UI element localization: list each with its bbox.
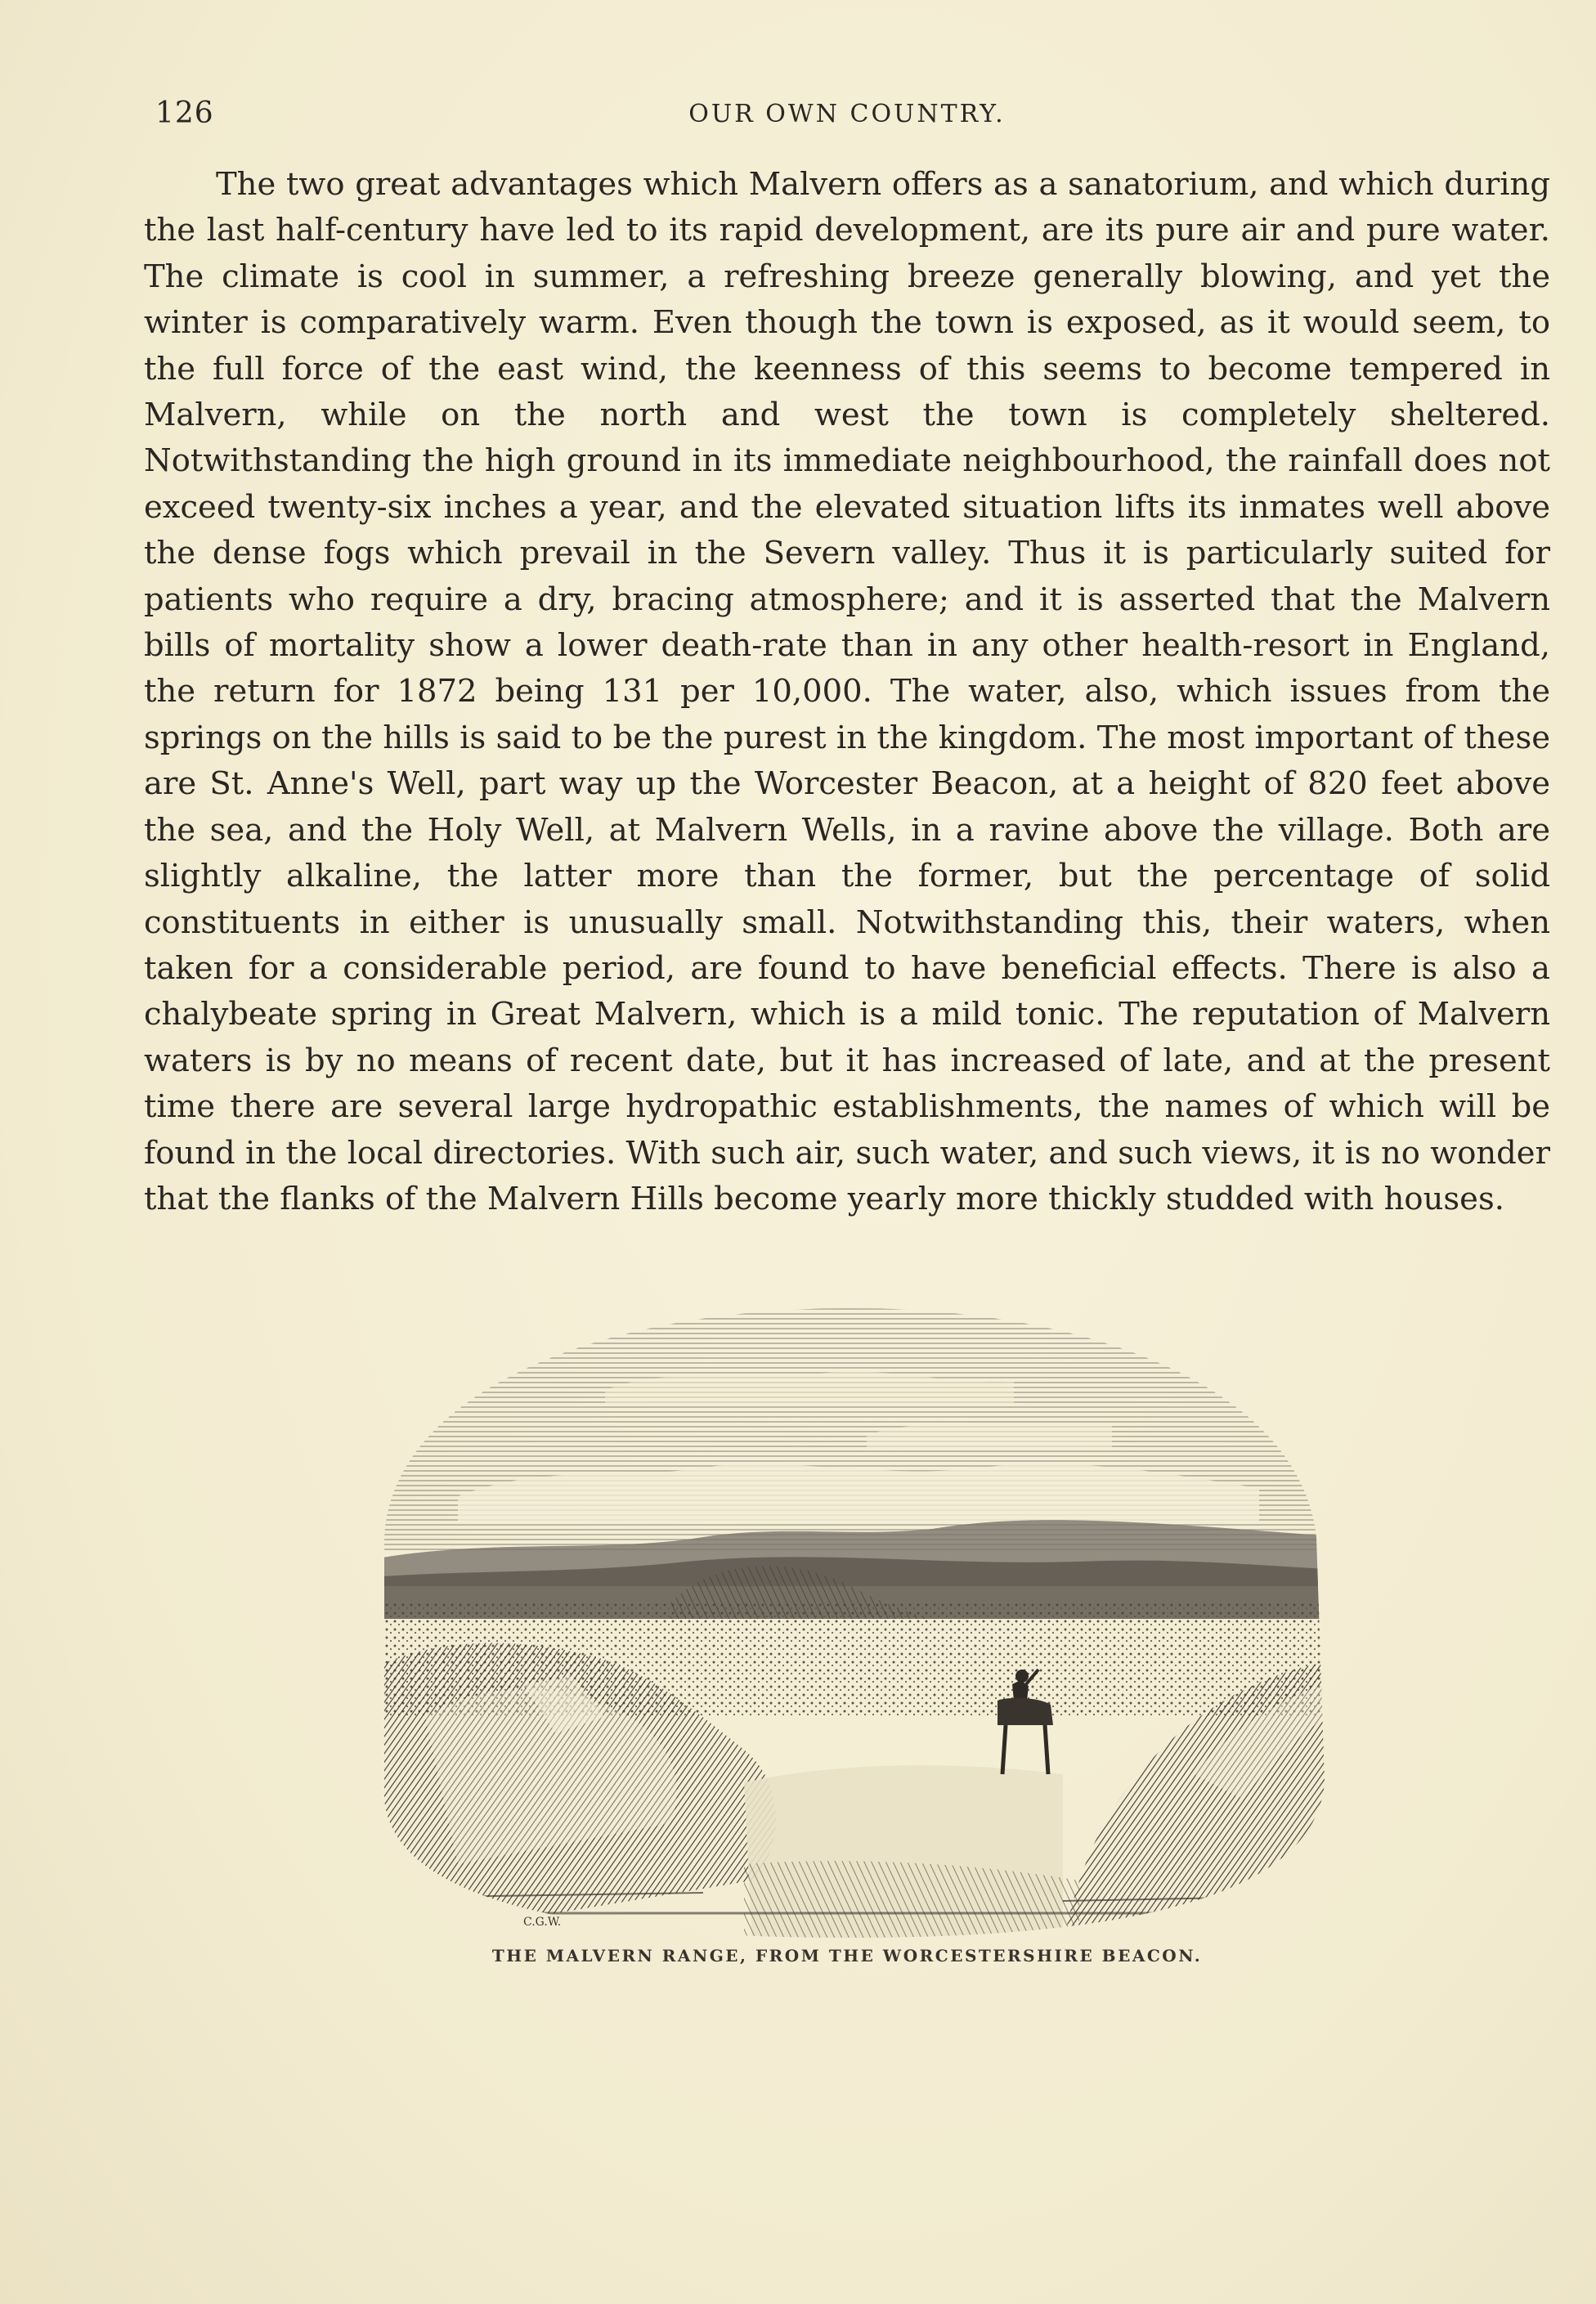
running-head: OUR OWN COUNTRY.	[688, 100, 1006, 128]
engraving-scene	[360, 1292, 1341, 1946]
figure-caption: THE MALVERN RANGE, FROM THE WORCESTERSHIRE BEACON.	[491, 1946, 1203, 1966]
body-paragraph: The two great advantages which Malvern offers as a sanatorium, and which during the last half-century have led to its rapid development, are its pure air and pure water. The climate is cool in summer, a refreshing breeze generally blowing, and yet the winter is comparatively warm. Even though the town is exposed, as it would seem, to the full force of the east wind, the keenness of this seems to become tempered in Malvern, while on the north and west the town is completely sheltered. Notwithstanding the high ground in its immediate neighbourhood, the rainfall does not exceed twenty-six inches a year, and the elevated situation lifts its inmates well above the dense fogs which prevail in the Severn valley. Thus it is particularly suited for patients who require a dry, bracing atmosphere; and it is asserted that the Malvern bills of mortality show a lower death-rate than in any other health-resort in England, the return for 1872 being 131 per 10,000. The water, also, which issues from the springs on the hills is said to be the purest in the kingdom. The most important of these are St. Anne's Well, part way up the Worcester Beacon, at a height of 820 feet above the sea, and the Holy Well, at Malvern Wells, in a ravine above the village. Both are slightly alkaline, the latter more than the former, but the percentage of solid constituents in either is unusually small. Notwithstanding this, their waters, when taken for a considerable period, are found to have beneficial effects. There is also a chalybeate spring in Great Malvern, which is a mild tonic. The reputation of Malvern waters is by no means of recent date, but it has increased of late, and at the present time there are several large hydropathic establishments, the names of which will be found in the local directories. With such air, such water, and such views, it is no wonder that the flanks of the Malvern Hills become yearly more thickly studded with houses.	[144, 166, 1550, 1217]
artist-mark: C.G.W.	[523, 1916, 562, 1929]
malvern-range-engraving	[360, 1292, 1341, 1970]
engraving-illustration	[360, 1292, 1341, 1970]
page-number: 126	[155, 96, 214, 130]
page-header	[144, 96, 1550, 137]
